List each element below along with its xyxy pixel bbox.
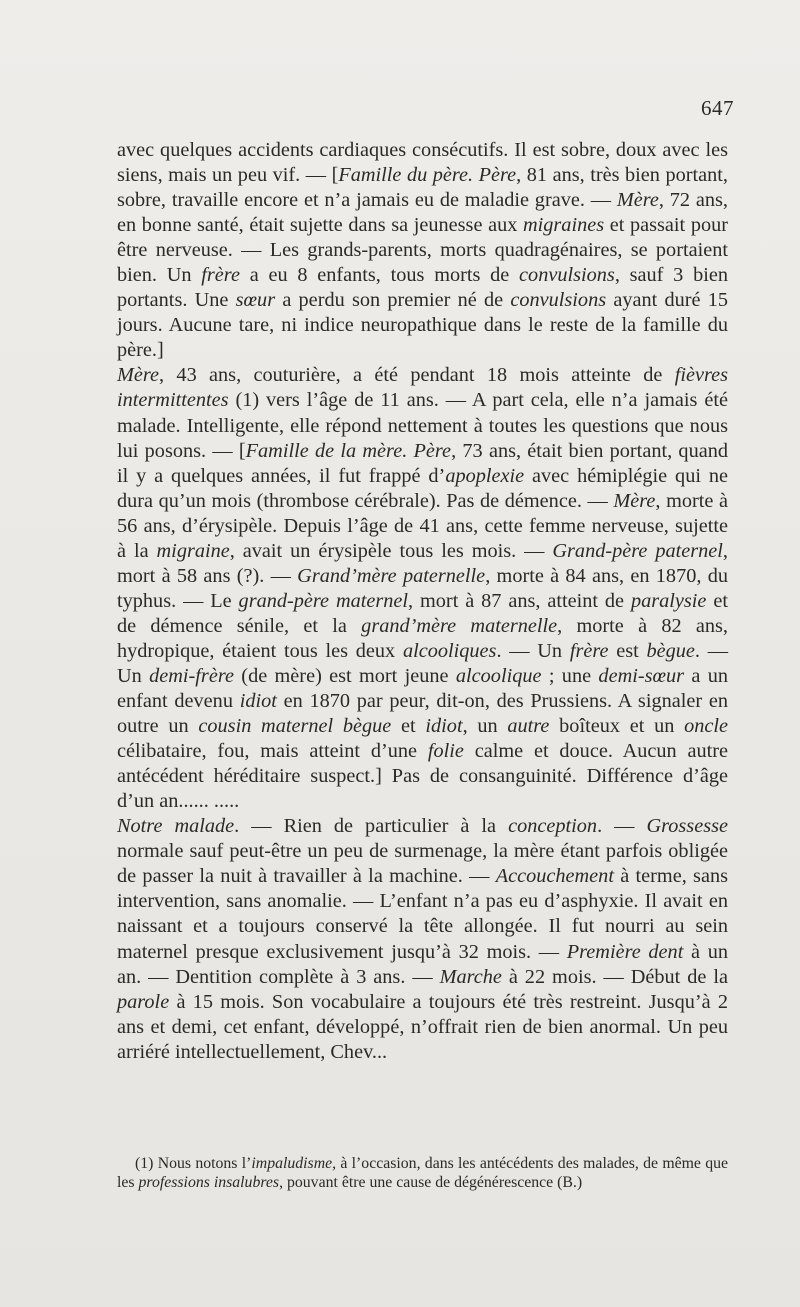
body-text xyxy=(117,138,728,1065)
paragraph-mother-family: Mère, 43 ans, couturière, a été pendant 18 mois atteinte de fièvres intermittentes (1) vers l’âge de 11 ans. — A part cela, elle n’a jamais été malade. Intelligente, elle répond nettement à toutes les questions que nous lui posons. — [Famille de la mère. Père, 73 ans, était bien portant, quand il y a quelques années, il fut frappé d’apoplexie avec hémiplégie qui ne dura qu’un mois (thrombose cérébrale). Pas de démence. — Mère, morte à 56 ans, d’érysipèle. Depuis l’âge de 41 ans, cette femme nerveuse, sujette à la migraine, avait un érysipèle tous les mois. — Grand-père paternel, mort à 58 ans (?). — Grand’mère paternelle, morte à 84 ans, en 1870, du typhus. — Le grand-père maternel, mort à 87 ans, atteint de paralysie et de démence sénile, et la grand’mère maternelle, morte à 82 ans, hydropique, étaient tous les deux alcooliques. — Un frère est bègue. — Un demi-frère (de mère) est mort jeune alcoolique ; une demi-sœur a un enfant devenu idiot en 1870 par peur, dit-on, des Prussiens. A signaler en outre un cousin maternel bègue et idiot, un autre boîteux et un oncle célibataire, fou, mais atteint d’une folie calme et douce. Aucun autre antécédent héréditaire suspect.] Pas de consanguinité. Différence d’âge d’un an...... ..... xyxy=(117,364,729,813)
page-number: 647 xyxy=(701,96,734,120)
paragraph-patient: Notre malade. — Rien de particulier à la conception. — Grossesse normale sauf peut-être un peu de surmenage, la mère étant parfois obligée de passer la nuit à travailler à la machine. — Accouchement à terme, sans intervention, sans anomalie. — L’enfant n’a pas eu d’asphyxie. Il avait en naissant et a toujours conservé la tête allongée. Il fut nourri au sein maternel presque exclusivement jusqu’à 32 mois. — Première dent à un an. — Dentition complète à 3 ans. — Marche à 22 mois. — Début de la parole à 15 mois. Son vocabulaire a toujours été très restreint. Jusqu’à 2 ans et demi, cet enfant, développé, n’offrait rien de bien anormal. Un peu arriéré intellectuellement, Chev... xyxy=(117,815,728,1063)
paragraph-father-family: avec quelques accidents cardiaques consécutifs. Il est sobre, doux avec les siens, mais un peu vif. — [Famille du père. Père, 81 ans, très bien portant, sobre, travaille encore et n’a jamais eu de maladie grave. — Mère, 72 ans, en bonne santé, était sujette dans sa jeunesse aux migraines et passait pour être nerveuse. — Les grands-parents, morts quadragénaires, se portaient bien. Un frère a eu 8 enfants, tous morts de convulsions, sauf 3 bien portants. Une sœur a perdu son premier né de convulsions ayant duré 15 jours. Aucune tare, ni indice neuropathique dans le reste de la famille du père.] xyxy=(117,139,728,362)
footnote-text: (1) Nous notons l’impaludisme, à l’occasion, dans les antécédents des malades, de même que les professions insalubres, pouvant être une cause de dégénérescence (B.) xyxy=(117,1155,728,1191)
footnote xyxy=(117,1154,728,1192)
